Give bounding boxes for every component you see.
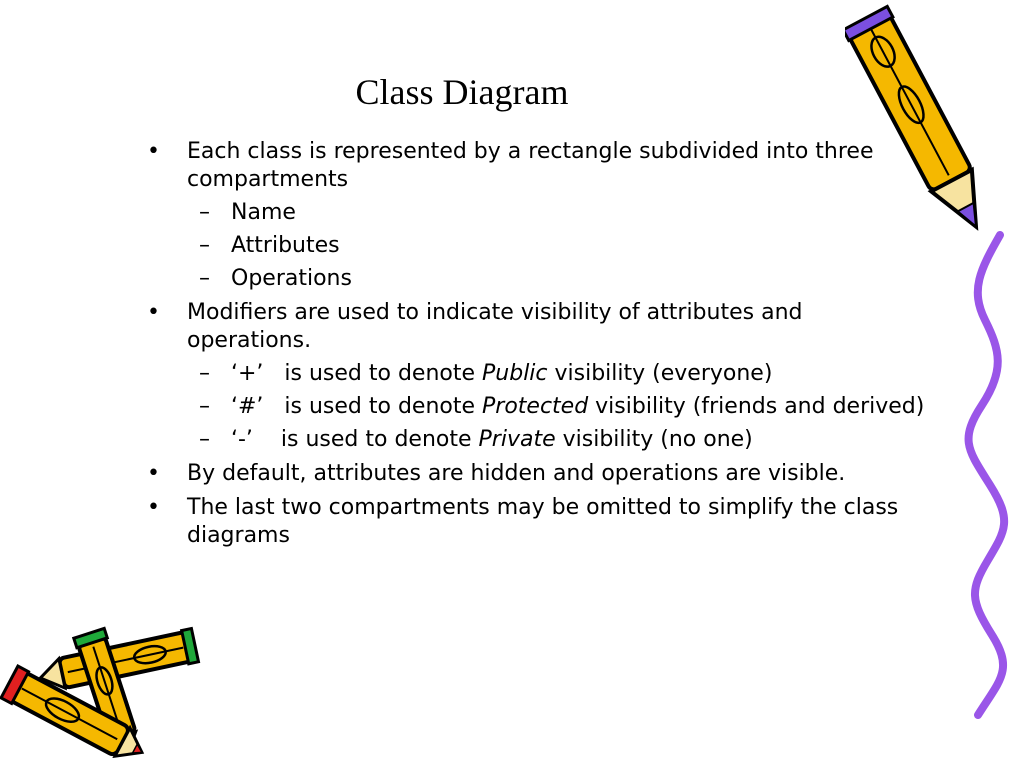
sub-bullet-item — [145, 199, 925, 227]
sub-bullet-text: Operations — [231, 266, 352, 291]
wavy-line-icon — [960, 230, 1010, 720]
bullet-item — [145, 299, 925, 355]
sub-bullet-item — [145, 426, 925, 454]
pencils-icon — [0, 618, 210, 758]
emphasis-text: Public — [482, 361, 548, 386]
sub-bullet-prefix: is used to denote — [280, 427, 479, 452]
symbol-text: ‘#’ — [231, 394, 264, 419]
bullet-glyph: • — [147, 461, 160, 486]
emphasis-text: Protected — [482, 394, 589, 419]
sub-bullet-prefix: is used to denote — [284, 394, 483, 419]
gap-spacing — [263, 361, 284, 386]
sub-bullet-text: Name — [231, 200, 296, 225]
bullet-text: By default, attributes are hidden and operations are visible. — [187, 461, 846, 486]
sub-bullet-suffix: visibility (no one) — [555, 427, 753, 452]
dash-glyph: – — [199, 266, 210, 291]
bullet-item — [145, 138, 925, 194]
bullet-text: Modifiers are used to indicate visibility of attributes and operations. — [187, 300, 803, 353]
dash-glyph: – — [199, 361, 210, 386]
gap-spacing — [253, 427, 281, 452]
sub-bullet-item — [145, 265, 925, 293]
bullet-text: The last two compartments may be omitted to simplify the class diagrams — [187, 495, 899, 548]
bullet-glyph: • — [147, 495, 160, 520]
sub-bullet-text: Attributes — [231, 233, 340, 258]
sub-bullet-prefix: is used to denote — [284, 361, 483, 386]
bullet-list — [145, 138, 925, 550]
slide-title: Class Diagram — [355, 72, 569, 112]
gap-spacing — [263, 394, 284, 419]
symbol-text: ‘-’ — [231, 427, 253, 452]
bullet-text: Each class is represented by a rectangle subdivided into three compartments — [187, 139, 874, 192]
bullet-glyph: • — [147, 139, 160, 164]
dash-glyph: – — [199, 394, 210, 419]
dash-glyph: – — [199, 233, 210, 258]
dash-glyph: – — [199, 200, 210, 225]
bullet-item — [145, 460, 925, 488]
symbol-text: ‘+’ — [231, 361, 264, 386]
dash-glyph: – — [199, 427, 210, 452]
sub-bullet-item — [145, 360, 925, 388]
bullet-glyph: • — [147, 300, 160, 325]
bullet-item — [145, 494, 925, 550]
sub-bullet-item — [145, 232, 925, 260]
sub-bullet-suffix: visibility (everyone) — [547, 361, 773, 386]
emphasis-text: Private — [478, 427, 556, 452]
pencil-icon — [845, 0, 1005, 245]
sub-bullet-suffix: visibility (friends and derived) — [588, 394, 925, 419]
sub-bullet-item — [145, 393, 925, 421]
